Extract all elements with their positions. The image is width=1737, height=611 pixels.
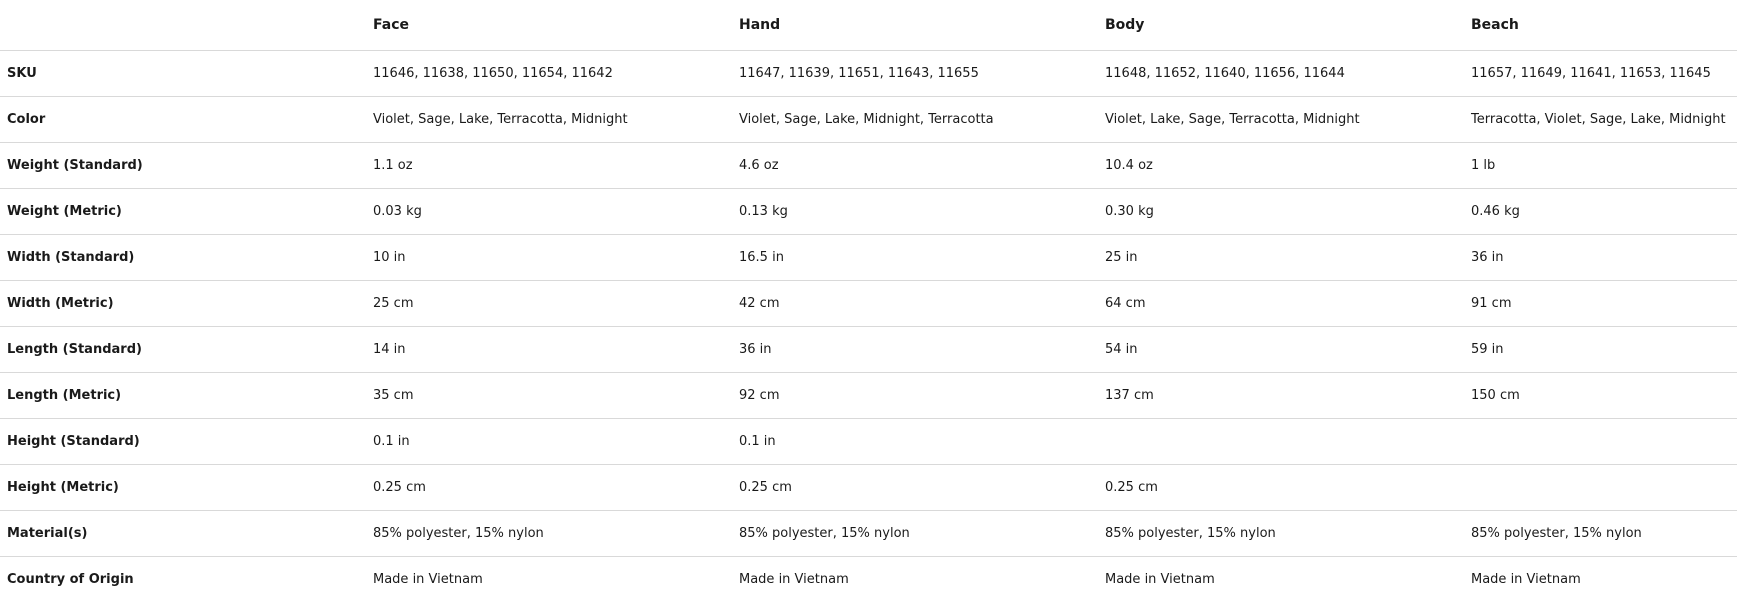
table-row [0,143,1737,189]
cell-body: 11648, 11652, 11640, 11656, 11644 [1105,66,1345,81]
row-label: Weight (Metric) [7,204,122,219]
column-header-beach: Beach [1464,0,1737,51]
row-label: Material(s) [7,526,88,541]
table-row [0,51,1737,97]
cell-face: Violet, Sage, Lake, Terracotta, Midnight [373,112,628,127]
cell-hand: 4.6 oz [739,158,779,173]
cell-hand: Made in Vietnam [739,572,849,587]
table-row [0,281,1737,327]
cell-beach: 91 cm [1471,296,1512,311]
row-label: Country of Origin [7,572,134,587]
cell-beach: 150 cm [1471,388,1520,403]
cell-face: 1.1 oz [373,158,413,173]
cell-face: 10 in [373,250,406,265]
row-label: Color [7,112,46,127]
cell-body: 0.30 kg [1105,204,1154,219]
table-row [0,189,1737,235]
row-label: Length (Metric) [7,388,122,403]
cell-beach [1464,419,1737,465]
cell-body: 64 cm [1105,296,1146,311]
column-header-body: Body [1098,0,1464,51]
row-label: Height (Standard) [7,434,140,449]
cell-beach: 1 lb [1471,158,1496,173]
cell-beach: 36 in [1471,250,1504,265]
cell-body: Made in Vietnam [1105,572,1215,587]
row-label: Height (Metric) [7,480,119,495]
cell-beach [1464,465,1737,511]
cell-face: 85% polyester, 15% nylon [373,526,544,541]
cell-body: 10.4 oz [1105,158,1153,173]
header-row [0,0,1737,51]
table-row [0,373,1737,419]
cell-hand: 16.5 in [739,250,784,265]
cell-face: 14 in [373,342,406,357]
cell-body [1098,419,1464,465]
row-label: SKU [7,66,37,81]
cell-hand: 92 cm [739,388,780,403]
cell-hand: 0.25 cm [739,480,792,495]
cell-hand: 0.1 in [739,434,776,449]
cell-beach: Made in Vietnam [1471,572,1581,587]
cell-hand: 85% polyester, 15% nylon [739,526,910,541]
table-row [0,419,1737,465]
cell-face: 35 cm [373,388,414,403]
cell-body: 85% polyester, 15% nylon [1105,526,1276,541]
cell-body: 25 in [1105,250,1138,265]
cell-face: 0.03 kg [373,204,422,219]
cell-hand: 0.13 kg [739,204,788,219]
table-row [0,97,1737,143]
row-label: Width (Metric) [7,296,114,311]
cell-body: 54 in [1105,342,1138,357]
cell-body: 0.25 cm [1105,480,1158,495]
column-header-hand: Hand [732,0,1098,51]
table-row [0,465,1737,511]
table-row [0,511,1737,557]
column-header-blank [0,0,366,51]
cell-body: Violet, Lake, Sage, Terracotta, Midnight [1105,112,1360,127]
table-header [0,0,1737,51]
cell-beach: 85% polyester, 15% nylon [1471,526,1642,541]
cell-beach: 59 in [1471,342,1504,357]
table-row [0,557,1737,603]
cell-face: 0.1 in [373,434,410,449]
cell-beach: Terracotta, Violet, Sage, Lake, Midnight [1471,112,1726,127]
cell-hand: Violet, Sage, Lake, Midnight, Terracotta [739,112,994,127]
row-label: Weight (Standard) [7,158,143,173]
cell-beach: 0.46 kg [1471,204,1520,219]
cell-body: 137 cm [1105,388,1154,403]
row-label: Length (Standard) [7,342,142,357]
cell-hand: 11647, 11639, 11651, 11643, 11655 [739,66,979,81]
cell-face: Made in Vietnam [373,572,483,587]
cell-face: 0.25 cm [373,480,426,495]
column-header-face: Face [366,0,732,51]
cell-hand: 42 cm [739,296,780,311]
cell-face: 11646, 11638, 11650, 11654, 11642 [373,66,613,81]
row-label: Width (Standard) [7,250,135,265]
table-row [0,327,1737,373]
cell-face: 25 cm [373,296,414,311]
cell-hand: 36 in [739,342,772,357]
table-body [0,51,1737,603]
table-row [0,235,1737,281]
cell-beach: 11657, 11649, 11641, 11653, 11645 [1471,66,1711,81]
